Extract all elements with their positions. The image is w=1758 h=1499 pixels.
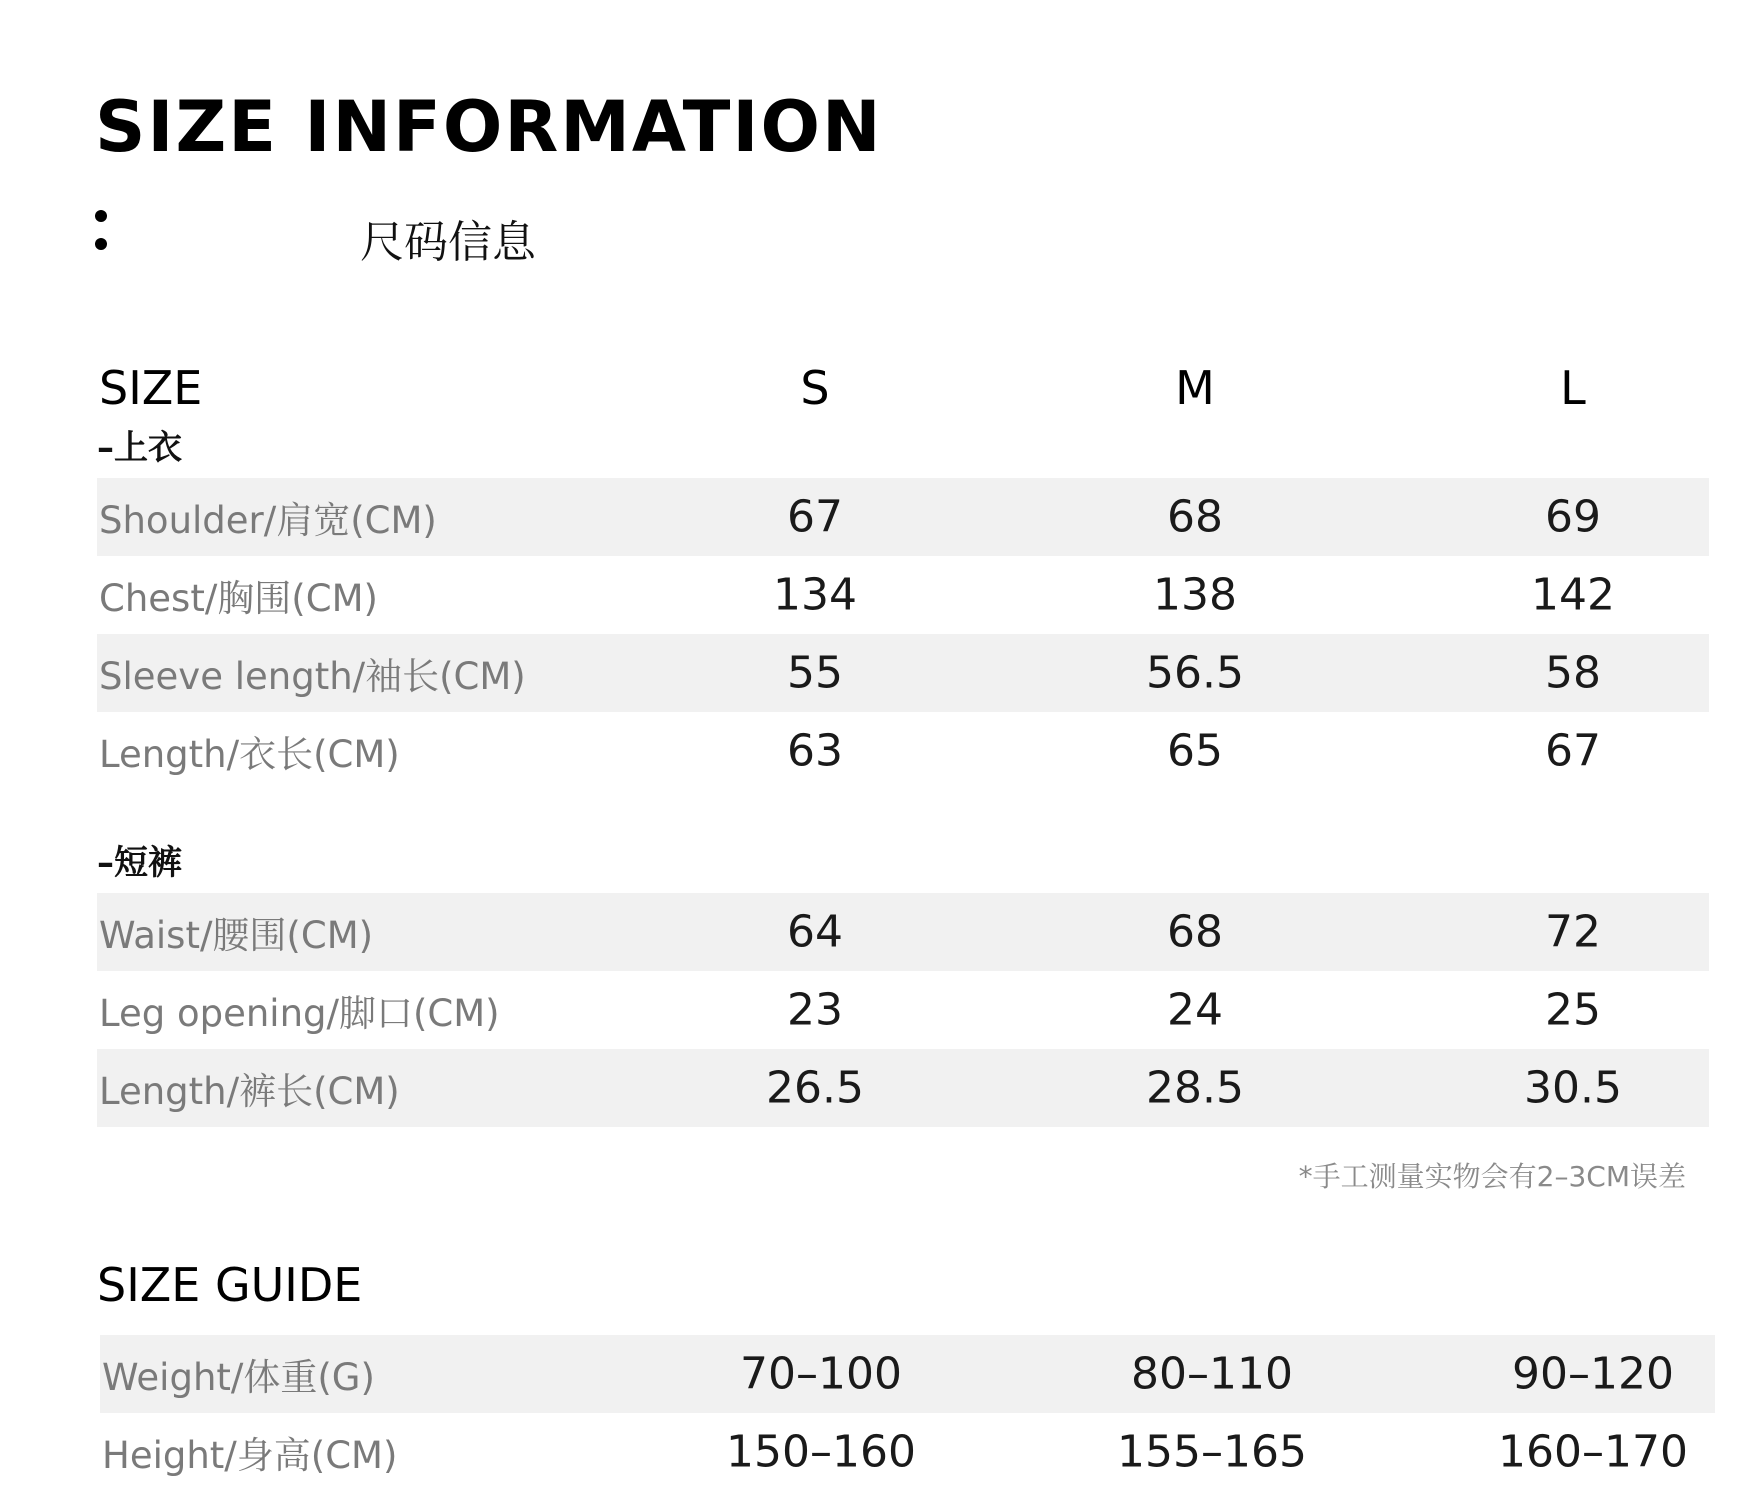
row-label: Leg opening/脚口(CM) [99,992,500,1035]
cell-m: 138 [1153,569,1237,621]
row-label: Length/衣长(CM) [99,733,400,776]
cell-l: 67 [1545,725,1601,777]
cell-s: 134 [773,569,857,621]
table-row [97,712,1709,790]
colon-mark [95,210,107,260]
cell-l: 25 [1545,984,1601,1036]
column-header-s: S [800,361,830,415]
measurement-note: *手工测量实物会有2–3CM误差 [1298,1160,1686,1193]
cell-s: 63 [787,725,843,777]
table-row [97,893,1709,971]
guide-cell-s: 70–100 [740,1348,902,1400]
cell-s: 23 [787,984,843,1036]
cell-m: 56.5 [1146,647,1244,699]
guide-row [100,1335,1715,1413]
row-label: Shoulder/肩宽(CM) [99,499,437,542]
cell-l: 69 [1545,491,1601,543]
size-guide-title: SIZE GUIDE [97,1258,363,1312]
cell-s: 26.5 [766,1062,864,1114]
guide-row-label: Height/身高(CM) [102,1434,398,1477]
guide-row-label: Weight/体重(G) [102,1356,375,1399]
column-header-l: L [1560,361,1586,415]
size-header-label: SIZE [99,361,203,415]
cell-l: 30.5 [1524,1062,1622,1114]
guide-cell-l: 160–170 [1498,1426,1688,1478]
page-title: SIZE INFORMATION [95,86,883,168]
table-row [97,478,1709,556]
table-row [97,556,1709,634]
cell-s: 55 [787,647,843,699]
row-label: Length/裤长(CM) [99,1070,400,1113]
cell-m: 65 [1167,725,1223,777]
cell-m: 24 [1167,984,1223,1036]
row-label: Waist/腰围(CM) [99,914,374,957]
guide-row [100,1413,1715,1491]
guide-cell-m: 80–110 [1131,1348,1293,1400]
cell-m: 28.5 [1146,1062,1244,1114]
row-label: Chest/胸围(CM) [99,577,378,620]
page-subtitle: 尺码信息 [360,217,536,268]
column-header-m: M [1175,361,1215,415]
cell-l: 142 [1531,569,1615,621]
cell-m: 68 [1167,491,1223,543]
cell-m: 68 [1167,906,1223,958]
section-label-tops: –上衣 [97,428,182,468]
table-row [97,1049,1709,1127]
section-label-shorts: –短裤 [97,843,182,883]
guide-cell-l: 90–120 [1512,1348,1674,1400]
guide-cell-s: 150–160 [726,1426,916,1478]
row-label: Sleeve length/袖长(CM) [99,655,526,698]
cell-l: 72 [1545,906,1601,958]
guide-cell-m: 155–165 [1117,1426,1307,1478]
size-table-header [97,355,1709,415]
cell-l: 58 [1545,647,1601,699]
cell-s: 64 [787,906,843,958]
cell-s: 67 [787,491,843,543]
table-row [97,634,1709,712]
table-row [97,971,1709,1049]
